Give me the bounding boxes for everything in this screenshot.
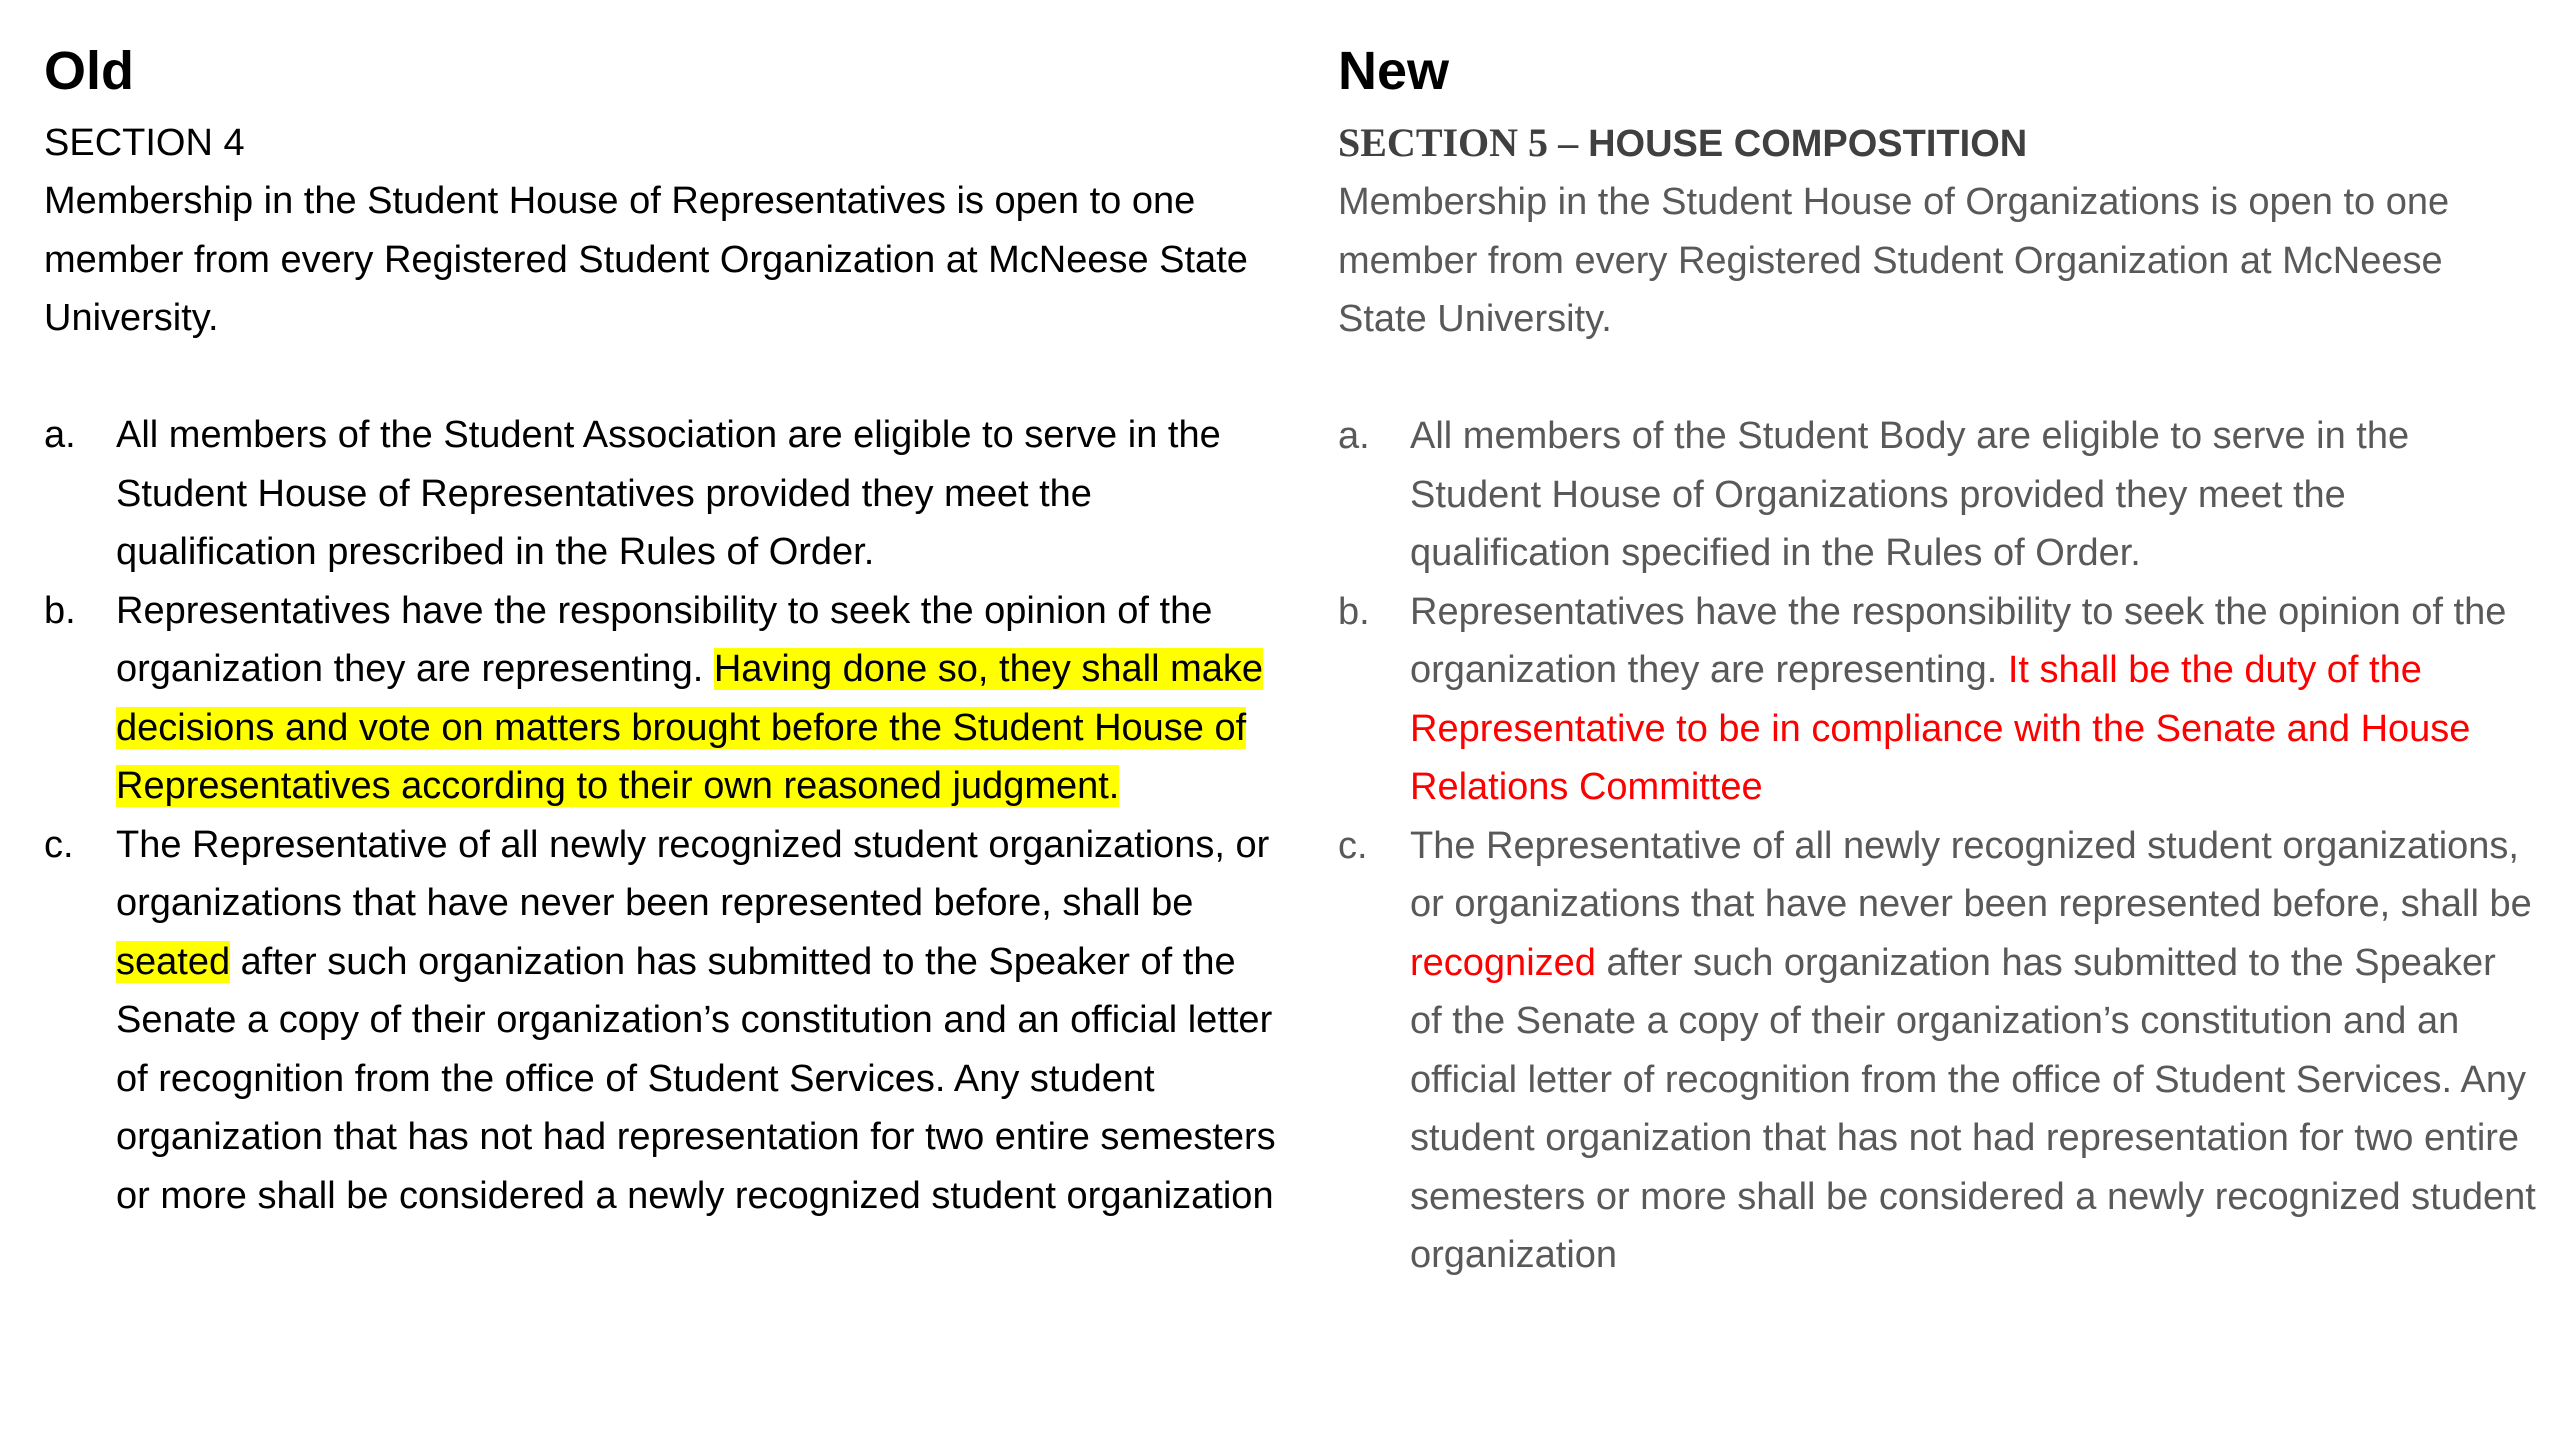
list-marker: a. [1338,415,1370,457]
clause-text-before: The Representative of all newly recognized student organizations, or organizations that have never been represented before, shall be [116,823,1270,924]
old-clause-a [44,406,1294,582]
new-clause-a [1338,407,2538,583]
old-clause-c [44,816,1294,1226]
changed-text-red: It shall be the duty of the Representative to be in compliance with the Senate and House Relations Committee [1410,649,2471,808]
old-section-heading: SECTION 4 [44,122,245,164]
clause-text: All members of the Student Body are eligible to serve in the Student House of Organizations provided they meet the qualification specified in the Rules of Order. [1410,415,2410,574]
clause-text-before: Representatives have the responsibility to seek the opinion of the organization they are representing. [1410,590,2507,691]
list-marker: b. [1338,590,1370,633]
section-dash: – [1548,120,1589,165]
old-clause-list [44,406,1294,1225]
clause-text-before: The Representative of all newly recognized student organizations, or organizations that have never been represented before, shall be [1410,824,2532,925]
clause-text [1410,583,2538,817]
clause-text [1410,817,2538,1285]
clause-text-after: after such organization has submitted to the Speaker of the Senate a copy of their organization’s constitution and an official letter of recognition from the office of Student Services. Any student organization that has not had representation for two entire semesters or more shall be considered a newly recognized student organization [1410,941,2536,1276]
old-intro-paragraph: Membership in the Student House of Representatives is open to one member from every Registered Student Organization at McNeese State University. [44,180,1248,339]
new-clause-b [1338,583,2538,817]
old-title: Old [44,41,134,101]
list-marker: a. [44,414,76,456]
new-column [1338,36,2538,1285]
highlighted-deleted-text: seated [116,940,231,983]
new-section-heading [1338,114,2538,173]
new-clause-list [1338,407,2538,1285]
new-clause-c [1338,817,2538,1285]
list-marker: c. [1338,824,1368,867]
old-column [44,36,1294,1225]
clause-text [116,816,1294,1226]
clause-text-after: after such organization has submitted to the Speaker of the Senate a copy of their organization’s constitution and an official letter of recognition from the office of Student Services. Any student organization that has not had representation for two entire semesters or more shall be considered a newly recognized student organization [116,940,1276,1217]
clause-text-before: Representatives have the responsibility to seek the opinion of the organization they are representing. [116,589,1213,690]
list-marker: c. [44,823,74,866]
list-marker: b. [44,589,76,632]
new-title: New [1338,41,1450,101]
clause-text [116,582,1294,816]
old-clause-b [44,582,1294,816]
new-intro-paragraph: Membership in the Student House of Organizations is open to one member from every Registered Student Organization at McNeese State University. [1338,181,2450,340]
section-name: HOUSE COMPOSTITION [1588,123,2028,165]
changed-text-red: recognized [1410,941,1596,984]
clause-text: All members of the Student Association are eligible to serve in the Student House of Representatives provided they meet the qualification prescribed in the Rules of Order. [116,414,1221,573]
highlighted-deleted-text: Having done so, they shall make decisions and vote on matters brought before the Student House of Representatives according to their own reasoned judgment. [116,648,1264,807]
section-number: SECTION 5 [1338,120,1549,165]
